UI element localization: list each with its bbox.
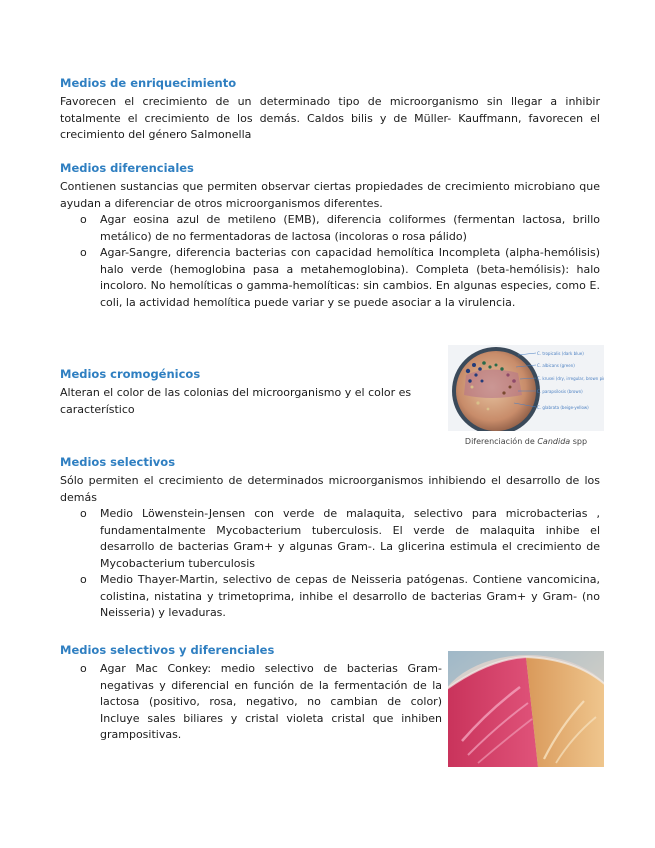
list-item [60, 572, 600, 622]
list-item [60, 661, 442, 744]
section-selectivos-diferenciales [60, 643, 442, 744]
heading-selectivos: Medios selectivos [60, 455, 176, 469]
paragraph-enriquecimiento: Favorecen el crecimiento de un determinado tipo de microorganismo sin llegar a inhibir totalmente el crecimiento de los demás. Caldos bilis y de Müller- Kauffmann, favorecen el crecimiento del género Salmonella [60, 95, 600, 141]
list-diferenciales [60, 212, 600, 311]
candida-label: C. krusei (dry, irregular, brown pink) [537, 376, 604, 381]
section-enriquecimiento [60, 76, 600, 144]
bullet-marker: o [80, 662, 87, 675]
candida-label: C. tropicalis (dark blue) [537, 351, 584, 356]
bullet-marker: o [80, 573, 87, 586]
caption-prefix: Diferenciación de [464, 437, 538, 446]
paragraph-selectivos: Sólo permiten el crecimiento de determinados microorganismos inhibiendo el desarrollo de los demás [60, 474, 600, 504]
heading-cromogenicos: Medios cromogénicos [60, 367, 201, 381]
list-item [60, 506, 600, 572]
list-item-text: Agar eosina azul de metileno (EMB), diferencia coliformes (fermentan lactosa, brillo metálico) de no fermentadoras de lactosa (incoloras o rosa pálido) [100, 213, 600, 243]
list-item [60, 212, 600, 245]
list-item-text: Medio Löwenstein-Jensen con verde de malaquita, selectivo para microbacterias , fundamentalmente Mycobacterium tuberculosis. El verde de malaquita inhibe el desarrollo de bacterias Gram+ y algunas Gram-. La glicerina estimula el crecimiento de Mycobacterium tuberculosis [100, 507, 600, 570]
candida-label: C. albicans (green) [537, 363, 575, 368]
list-item-text: Medio Thayer-Martin, selectivo de cepas de Neisseria patógenas. Contiene vancomicina, colistina, nistatina y trimetoprima, inhibe el desarrollo de bacterias Gram+ y Gram- (no Neisseria) y levaduras. [100, 573, 600, 619]
heading-selectivos-diferenciales: Medios selectivos y diferenciales [60, 643, 275, 657]
paragraph-cromogenicos: Alteran el color de las colonias del microorganismo y el color es característico [60, 386, 412, 416]
heading-diferenciales: Medios diferenciales [60, 161, 194, 175]
candida-plate-image [448, 345, 604, 431]
figure-candida [448, 345, 604, 446]
paragraph-diferenciales: Contienen sustancias que permiten observar ciertas propiedades de crecimiento microbiano que ayudan a diferenciar de otros microorganismos diferentes. [60, 180, 600, 210]
caption-italic: Candida [537, 437, 571, 446]
list-item-text: Agar-Sangre, diferencia bacterias con capacidad hemolítica Incompleta (alpha-hemólisis) halo verde (hemoglobina pasa a metahemoglobina). Completa (beta-hemólisis): halo incoloro. No hemolíticas o gamma-hemolíticas: sin cambios. En algunas especies, como E. coli, la actividad hemolítica puede variar y se puede asociar a la virulencia. [100, 246, 600, 309]
bullet-marker: o [80, 507, 87, 520]
heading-enriquecimiento: Medios de enriquecimiento [60, 76, 237, 90]
section-selectivos [60, 455, 600, 622]
list-item [60, 245, 600, 311]
bullet-marker: o [80, 213, 87, 226]
list-selectivos-diferenciales [60, 661, 442, 744]
caption-suffix: spp [570, 437, 588, 446]
section-diferenciales [60, 161, 600, 311]
list-item-text: Agar Mac Conkey: medio selectivo de bacterias Gram-negativas y diferencial en función de la fermentación de la lactosa (positivo, rosa, negativo, no cambian de color) Incluye sales biliares y cristal violeta cristal que inhiben grampositivas. [100, 662, 442, 741]
candida-label: C. glabrata (beige-yellow) [537, 405, 589, 410]
list-selectivos [60, 506, 600, 622]
section-cromogenicos [60, 367, 440, 418]
bullet-marker: o [80, 246, 87, 259]
figure-macconkey [448, 651, 604, 771]
candida-label: C. parapsilosis (brown) [537, 389, 583, 394]
macconkey-plate-image [448, 651, 604, 767]
figure-caption [448, 437, 604, 446]
